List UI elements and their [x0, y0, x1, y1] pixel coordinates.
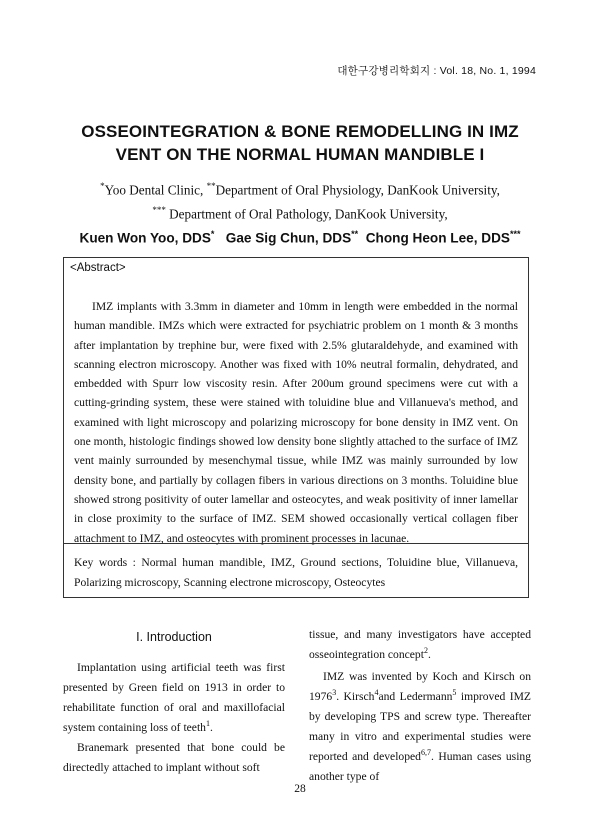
author-3: Chong Heon Lee, DDS: [365, 230, 510, 246]
right-column: [309, 625, 531, 787]
intro-paragraph-2-cont: [309, 625, 531, 665]
affiliation-1: Yoo Dental Clinic,: [104, 182, 204, 198]
intro-r2-a: IMZ was invented by Koch and Kirsch on 1976: [309, 670, 531, 703]
article-title: [40, 120, 560, 166]
affiliation-mark-3: ***: [152, 205, 166, 215]
author-mark-2: **: [351, 229, 359, 239]
author-2: Gae Sig Chun, DDS: [225, 230, 352, 246]
intro-r2-e: . Human cases using another type of: [309, 750, 532, 783]
running-head: 대한구강병리학회지 : Vol. 18, No. 1, 1994: [337, 65, 536, 77]
intro-paragraph-1: [63, 658, 285, 738]
page-number: 28: [294, 783, 306, 795]
affiliation-mark-1: *: [100, 181, 105, 191]
intro-p1-end: .: [209, 721, 213, 734]
intro-r2-c: and Ledermann: [378, 690, 453, 703]
left-column: [63, 625, 285, 778]
affiliation-2: Department of Oral Physiology, DanKook University,: [215, 182, 500, 198]
citation-1: 1: [205, 719, 210, 729]
citation-4: 4: [374, 688, 379, 698]
intro-paragraph-3: [309, 667, 531, 787]
title-line-1: OSSEOINTEGRATION & BONE REMODELLING IN IMZ: [81, 122, 519, 141]
author-mark-3: ***: [509, 229, 521, 239]
author-list: [40, 229, 560, 246]
intro-p1-text: Implantation using artificial teeth was first presented by Green field on 1913 in order to rehabilitate function of oral and maxillofacial system containing loss of teeth: [63, 661, 285, 734]
intro-r2-d: improved IMZ by developing TPS and screw type. Thereafter many in vitro and experimental studies were reported and developed: [309, 690, 531, 763]
title-line-2: VENT ON THE NORMAL HUMAN MANDIBLE I: [115, 145, 485, 164]
affiliation-line-2: [40, 205, 560, 222]
intro-paragraph-2: Branemark presented that bone could be directedly attached to implant without soft: [63, 741, 285, 774]
citation-6-7: 6,7: [420, 748, 431, 758]
affiliation-mark-2: **: [206, 181, 216, 191]
intro-r1-end: .: [427, 648, 431, 661]
abstract-label: <Abstract>: [70, 262, 126, 274]
intro-r1-text: tissue, and many investigators have accepted osseointegration concept: [309, 628, 531, 661]
abstract-text: IMZ implants with 3.3mm in diameter and 10mm in length were embedded in the normal human mandible. IMZs which were extracted for psychiatric problem on 1 month & 3 months after implantation by trephine bur, were fixed with 2.5% glutaraldehyde, and examined with scanning electron microscopy. Another was fixed with 10% neutral formalin, dehydrated, and embedded with Spurr low viscosity resin. After 200um ground specimens were cut with a cutting-grinding system, these were stained with toluidine blue and Villanueva's method, and examined with light microscopy and polarizing microscopy for bone density in IMZ vent. On one month, histologic findings showed low density bone slightly attached to the surface of IMZ vent mainly surrounded by mesenchymal tissue, while IMZ was mainly surrounded by low density bone, and partially by collagen fibers in various directions on 3 months. Toluidine blue showed strong positivity of outer lamellar and osteocytes, and weak positivity of inner lamellar in close proximity to the surface of IMZ. SEM showed occasionally vertical collagen fiber attachment to IMZ, and osteocytes with prominent processes in lacunae.: [74, 300, 518, 545]
intro-r2-b: . Kirsch: [336, 690, 375, 703]
section-heading-introduction: I. Introduction: [136, 630, 212, 644]
citation-3: 3: [332, 688, 337, 698]
abstract-box: [63, 257, 529, 598]
author-1: Kuen Won Yoo, DDS: [79, 230, 211, 246]
affiliation-line-1: [40, 181, 560, 198]
keywords: Key words : Normal human mandible, IMZ, Ground sections, Toluidine blue, Villanueva, Polarizing microscopy, Scanning electrone microscopy, Osteocytes: [74, 556, 518, 589]
affiliation-3: Department of Oral Pathology, DanKook University,: [165, 206, 448, 222]
abstract-divider: [64, 543, 528, 544]
author-mark-1: *: [210, 229, 215, 239]
citation-2: 2: [423, 646, 428, 656]
citation-5: 5: [452, 688, 457, 698]
